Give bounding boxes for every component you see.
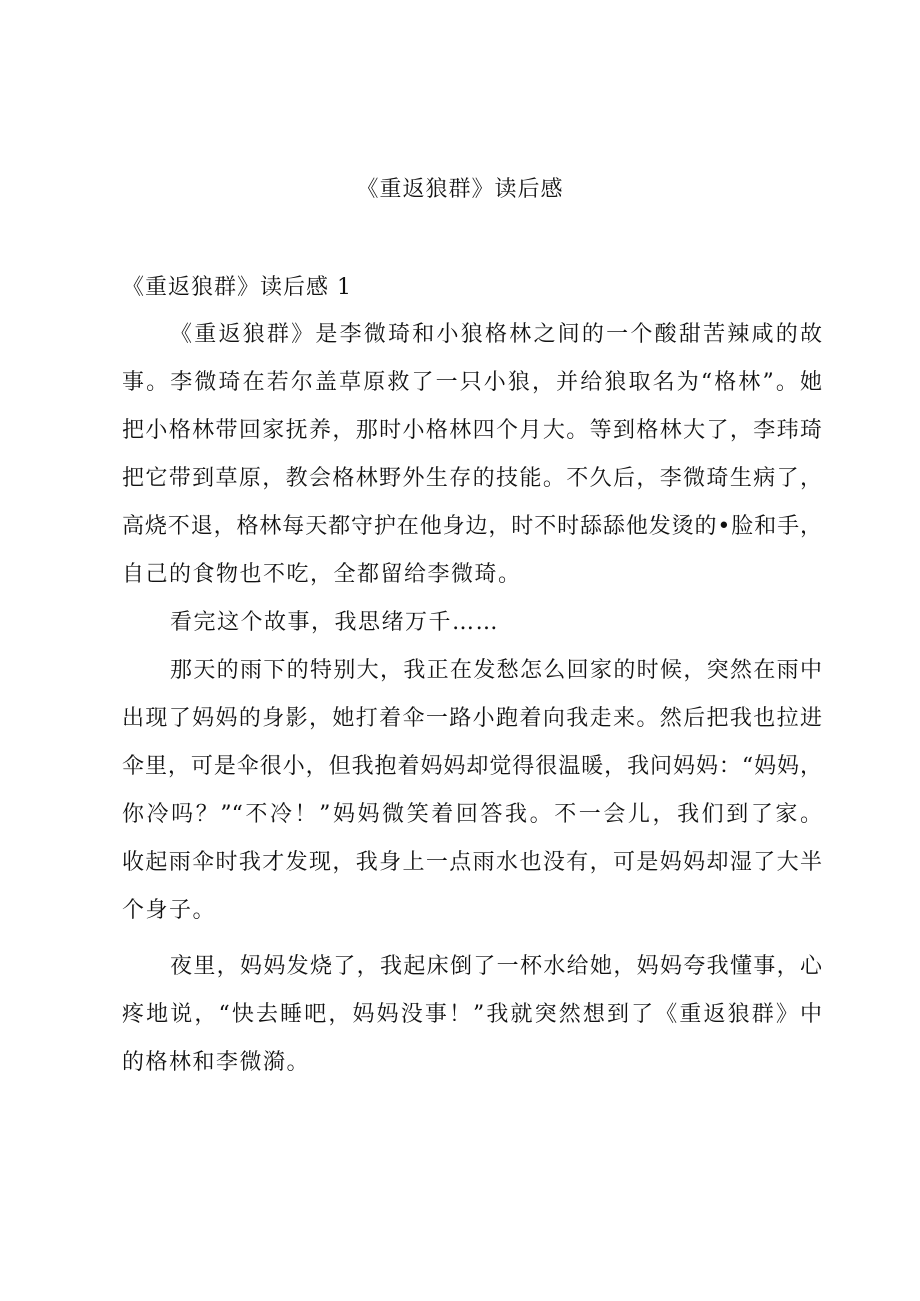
- text-line: 的格林和李微漪。: [122, 1050, 311, 1075]
- text-line: 高烧不退，格林每天都守护在他身边，时不时舔舔他发烫的•脸和手，: [122, 514, 822, 539]
- document-body: [122, 318, 822, 1094]
- text-line: 个身子。: [122, 898, 217, 923]
- text-line: 夜里，妈妈发烧了，我起床倒了一杯水给她，妈妈夸我懂事，心: [170, 954, 822, 979]
- text-line: 那天的雨下的特别大，我正在发愁怎么回家的时候，突然在雨中: [170, 658, 822, 683]
- text-line: 把它带到草原，教会格林野外生存的技能。不久后，李微琦生病了，: [122, 466, 822, 491]
- paragraph-1: [122, 318, 822, 606]
- text-line: 《重返狼群》是李微琦和小狼格林之间的一个酸甜苦辣咸的故: [170, 322, 822, 347]
- text-line: 事。李微琦在若尔盖草原救了一只小狼，并给狼取名为“格林”。她: [122, 370, 822, 395]
- text-line: 伞里，可是伞很小，但我抱着妈妈却觉得很温暖，我问妈妈：“妈妈，: [122, 754, 822, 779]
- section-heading: 《重返狼群》读后感 1: [122, 275, 352, 300]
- paragraph-3: [122, 654, 822, 942]
- text-line: 疼地说，“快去睡吧，妈妈没事！”我就突然想到了《重返狼群》中: [122, 1002, 822, 1027]
- text-line: 把小格林带回家抚养，那时小格林四个月大。等到格林大了，李玮琦: [122, 418, 822, 443]
- document-title: 《重返狼群》读后感: [356, 177, 564, 202]
- paragraph-4: [122, 950, 822, 1094]
- text-line: 看完这个故事，我思绪万千……: [170, 610, 500, 635]
- text-line: 出现了妈妈的身影，她打着伞一路小跑着向我走来。然后把我也拉进: [122, 706, 822, 731]
- paragraph-gap: [122, 942, 822, 950]
- text-line: 你冷吗？”“不冷！”妈妈微笑着回答我。不一会儿，我们到了家。: [122, 802, 822, 827]
- text-line: 收起雨伞时我才发现，我身上一点雨水也没有，可是妈妈却湿了大半: [122, 850, 822, 875]
- paragraph-2: [122, 606, 822, 654]
- text-line: 自己的食物也不吃，全都留给李微琦。: [122, 562, 522, 587]
